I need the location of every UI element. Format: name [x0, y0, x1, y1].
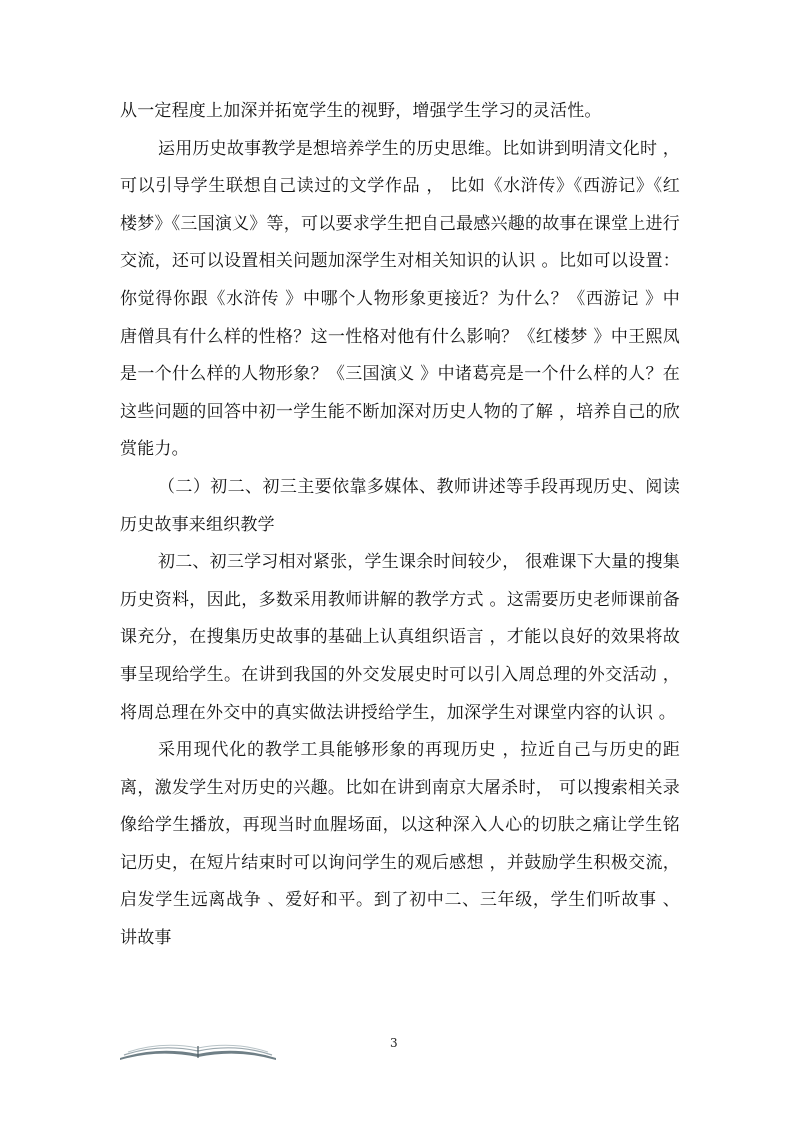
paragraph-multimedia: 采用现代化的教学工具能够形象的再现历史 ，拉近自己与历史的距离，激发学生对历史的兴趣。比如在讲到南京大屠杀时， 可以搜索相关录像给学生播放，再现当时血腥场面，以这种深入人心的切肤之痛让学生铭记历史，在短片结束时可以询问学生的观后感想 ，并鼓励学生积极交流，启发学生远离战争 、爱好和平。到了初中二、三年级，学生们听故事 、讲故事	[120, 740, 680, 949]
paragraph-continuation: 从一定程度上加深并拓宽学生的视野，增强学生学习的灵活性。	[120, 101, 602, 121]
document-body	[120, 93, 680, 958]
section-heading-grade-two-three: （二）初二、初三主要依靠多媒体、教师讲述等手段再现历史、阅读历史故事来组织教学	[120, 476, 680, 535]
paragraph-teacher-lecture: 初二、初三学习相对紧张，学生课余时间较少， 很难课下大量的搜集历史资料，因此，多数采用教师讲解的教学方式 。这需要历史老师课前备课充分，在搜集历史故事的基础上认真组织语言 ，才能以良好的效果将故事呈现给学生。在讲到我国的外交发展史时可以引入周总理的外交活动 ，将周总理在外交中的真实做法讲授给学生，加深学生对课堂内容的认识 。	[120, 552, 680, 723]
paragraph-history-thinking: 运用历史故事教学是想培养学生的历史思维。比如讲到明清文化时 ，可以引导学生联想自己读过的文学作品 ， 比如《水浒传》《西游记》《红楼梦》《三国演义》等，可以要求学生把自己最感兴趣的故事在课堂上进行交流，还可以设置相关问题加深学生对相关知识的认识 。比如可以设置：你觉得你跟《水浒传 》中哪个人物形象更接近？为什么？《西游记 》中唐僧具有什么样的性格？这一性格对他有什么影响？《红楼梦 》中王熙凤是一个什么样的人物形象？《三国演义 》中诸葛亮是一个什么样的人？在这些问题的回答中初一学生能不断加深对历史人物的了解 ，培养自己的欣赏能力。	[120, 138, 680, 460]
open-book-icon	[118, 1040, 278, 1062]
page-number: 3	[390, 1036, 398, 1050]
